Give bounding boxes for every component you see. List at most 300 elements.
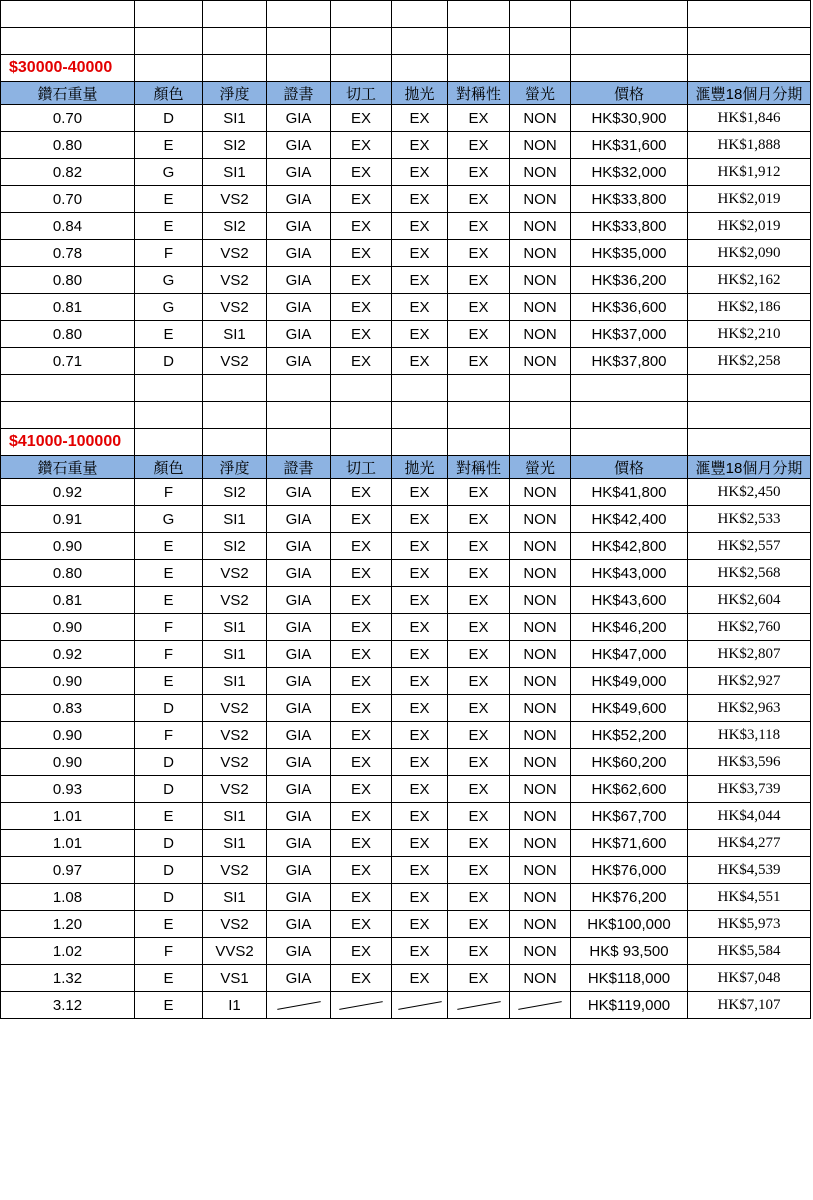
column-header[interactable]: 淨度 bbox=[203, 456, 267, 479]
table-cell[interactable]: EX bbox=[392, 965, 448, 992]
table-cell[interactable]: EX bbox=[392, 213, 448, 240]
table-cell[interactable]: NON bbox=[510, 965, 571, 992]
column-header[interactable]: 螢光 bbox=[510, 82, 571, 105]
table-cell[interactable]: SI1 bbox=[203, 803, 267, 830]
column-header[interactable]: 拋光 bbox=[392, 82, 448, 105]
cell[interactable] bbox=[571, 55, 688, 82]
table-cell[interactable]: HK$1,912 bbox=[688, 159, 811, 186]
table-cell[interactable]: HK$2,760 bbox=[688, 614, 811, 641]
table-cell[interactable]: VS2 bbox=[203, 587, 267, 614]
table-cell[interactable]: EX bbox=[392, 614, 448, 641]
table-cell[interactable]: EX bbox=[331, 857, 392, 884]
cell[interactable] bbox=[392, 402, 448, 429]
table-cell[interactable]: HK$41,800 bbox=[571, 479, 688, 506]
cell[interactable] bbox=[688, 429, 811, 456]
cell[interactable] bbox=[510, 429, 571, 456]
cell[interactable] bbox=[688, 375, 811, 402]
table-cell[interactable]: EX bbox=[331, 614, 392, 641]
column-header[interactable]: 對稱性 bbox=[448, 456, 510, 479]
cell[interactable] bbox=[688, 1, 811, 28]
cell[interactable] bbox=[267, 55, 331, 82]
table-cell[interactable]: 0.83 bbox=[1, 695, 135, 722]
table-cell[interactable]: F bbox=[135, 614, 203, 641]
cell[interactable] bbox=[510, 28, 571, 55]
cell[interactable] bbox=[510, 402, 571, 429]
table-cell[interactable]: NON bbox=[510, 722, 571, 749]
table-cell[interactable]: F bbox=[135, 722, 203, 749]
table-cell[interactable]: E bbox=[135, 668, 203, 695]
table-cell[interactable]: G bbox=[135, 506, 203, 533]
table-cell[interactable]: E bbox=[135, 321, 203, 348]
table-cell[interactable]: GIA bbox=[267, 965, 331, 992]
table-cell[interactable]: EX bbox=[392, 695, 448, 722]
table-cell[interactable]: HK$2,090 bbox=[688, 240, 811, 267]
table-cell[interactable]: GIA bbox=[267, 240, 331, 267]
section-title[interactable]: $30000-40000 bbox=[1, 55, 135, 82]
table-cell[interactable]: EX bbox=[448, 722, 510, 749]
table-cell[interactable]: 0.82 bbox=[1, 159, 135, 186]
table-cell[interactable]: SI1 bbox=[203, 159, 267, 186]
table-cell[interactable]: NON bbox=[510, 294, 571, 321]
table-cell[interactable]: EX bbox=[392, 803, 448, 830]
table-cell[interactable]: EX bbox=[448, 884, 510, 911]
table-cell[interactable]: HK$119,000 bbox=[571, 992, 688, 1019]
table-cell[interactable]: HK$30,900 bbox=[571, 105, 688, 132]
table-cell[interactable]: SI2 bbox=[203, 213, 267, 240]
table-cell[interactable]: HK$43,600 bbox=[571, 587, 688, 614]
table-cell[interactable]: 1.01 bbox=[1, 830, 135, 857]
table-cell[interactable]: HK$2,162 bbox=[688, 267, 811, 294]
table-cell[interactable]: GIA bbox=[267, 533, 331, 560]
table-cell[interactable] bbox=[448, 992, 510, 1019]
table-cell[interactable]: HK$37,000 bbox=[571, 321, 688, 348]
table-cell[interactable]: HK$3,118 bbox=[688, 722, 811, 749]
table-cell[interactable]: NON bbox=[510, 533, 571, 560]
table-cell[interactable]: GIA bbox=[267, 587, 331, 614]
table-cell[interactable]: EX bbox=[392, 722, 448, 749]
table-cell[interactable]: E bbox=[135, 213, 203, 240]
cell[interactable] bbox=[267, 429, 331, 456]
table-cell[interactable]: VS2 bbox=[203, 749, 267, 776]
table-cell[interactable]: VS2 bbox=[203, 240, 267, 267]
table-cell[interactable]: NON bbox=[510, 186, 571, 213]
table-cell[interactable]: EX bbox=[448, 105, 510, 132]
table-cell[interactable]: GIA bbox=[267, 722, 331, 749]
column-header[interactable]: 價格 bbox=[571, 82, 688, 105]
table-cell[interactable]: EX bbox=[331, 830, 392, 857]
cell[interactable] bbox=[331, 375, 392, 402]
cell[interactable] bbox=[331, 28, 392, 55]
table-cell[interactable]: EX bbox=[331, 533, 392, 560]
table-cell[interactable]: HK$4,539 bbox=[688, 857, 811, 884]
table-cell[interactable]: HK$67,700 bbox=[571, 803, 688, 830]
table-cell[interactable]: 0.80 bbox=[1, 560, 135, 587]
table-cell[interactable]: 1.32 bbox=[1, 965, 135, 992]
cell[interactable] bbox=[331, 429, 392, 456]
table-cell[interactable]: EX bbox=[331, 105, 392, 132]
table-cell[interactable]: NON bbox=[510, 560, 571, 587]
table-cell[interactable]: GIA bbox=[267, 749, 331, 776]
table-cell[interactable]: EX bbox=[392, 321, 448, 348]
table-cell[interactable]: 0.70 bbox=[1, 186, 135, 213]
table-cell[interactable]: HK$31,600 bbox=[571, 132, 688, 159]
table-cell[interactable]: SI1 bbox=[203, 105, 267, 132]
table-cell[interactable]: VS2 bbox=[203, 857, 267, 884]
table-cell[interactable]: EX bbox=[392, 857, 448, 884]
table-cell[interactable]: HK$2,963 bbox=[688, 695, 811, 722]
table-cell[interactable]: VS2 bbox=[203, 267, 267, 294]
column-header[interactable]: 價格 bbox=[571, 456, 688, 479]
table-cell[interactable]: HK$33,800 bbox=[571, 186, 688, 213]
table-cell[interactable]: EX bbox=[331, 911, 392, 938]
table-cell[interactable]: NON bbox=[510, 105, 571, 132]
table-cell[interactable]: 0.90 bbox=[1, 668, 135, 695]
table-cell[interactable]: EX bbox=[448, 348, 510, 375]
table-cell[interactable]: EX bbox=[448, 587, 510, 614]
table-cell[interactable]: EX bbox=[392, 884, 448, 911]
table-cell[interactable]: EX bbox=[448, 506, 510, 533]
table-cell[interactable]: EX bbox=[331, 560, 392, 587]
table-cell[interactable]: EX bbox=[331, 267, 392, 294]
cell[interactable] bbox=[1, 375, 135, 402]
table-cell[interactable]: F bbox=[135, 240, 203, 267]
table-cell[interactable]: EX bbox=[392, 641, 448, 668]
column-header[interactable]: 螢光 bbox=[510, 456, 571, 479]
cell[interactable] bbox=[135, 429, 203, 456]
table-cell[interactable]: EX bbox=[448, 213, 510, 240]
table-cell[interactable]: NON bbox=[510, 348, 571, 375]
cell[interactable] bbox=[392, 1, 448, 28]
table-cell[interactable]: EX bbox=[331, 884, 392, 911]
table-cell[interactable]: 0.81 bbox=[1, 294, 135, 321]
table-cell[interactable]: GIA bbox=[267, 186, 331, 213]
table-cell[interactable]: EX bbox=[448, 533, 510, 560]
cell[interactable] bbox=[571, 1, 688, 28]
table-cell[interactable]: E bbox=[135, 587, 203, 614]
cell[interactable] bbox=[135, 1, 203, 28]
table-cell[interactable]: NON bbox=[510, 479, 571, 506]
table-cell[interactable]: D bbox=[135, 348, 203, 375]
table-cell[interactable]: HK$2,450 bbox=[688, 479, 811, 506]
table-cell[interactable]: EX bbox=[448, 938, 510, 965]
table-cell[interactable]: GIA bbox=[267, 159, 331, 186]
cell[interactable] bbox=[448, 429, 510, 456]
column-header[interactable]: 切工 bbox=[331, 456, 392, 479]
cell[interactable] bbox=[688, 28, 811, 55]
table-cell[interactable]: HK$5,973 bbox=[688, 911, 811, 938]
table-cell[interactable]: E bbox=[135, 132, 203, 159]
table-cell[interactable]: EX bbox=[331, 479, 392, 506]
table-cell[interactable]: EX bbox=[331, 776, 392, 803]
table-cell[interactable]: EX bbox=[448, 240, 510, 267]
table-cell[interactable]: 3.12 bbox=[1, 992, 135, 1019]
cell[interactable] bbox=[203, 429, 267, 456]
table-cell[interactable]: 0.80 bbox=[1, 132, 135, 159]
column-header[interactable]: 滙豐18個月分期 bbox=[688, 82, 811, 105]
cell[interactable] bbox=[135, 28, 203, 55]
table-cell[interactable]: NON bbox=[510, 587, 571, 614]
table-cell[interactable]: HK$1,846 bbox=[688, 105, 811, 132]
table-cell[interactable]: EX bbox=[392, 668, 448, 695]
table-cell[interactable]: NON bbox=[510, 213, 571, 240]
table-cell[interactable]: GIA bbox=[267, 695, 331, 722]
cell[interactable] bbox=[448, 28, 510, 55]
table-cell[interactable]: HK$2,533 bbox=[688, 506, 811, 533]
table-cell[interactable]: GIA bbox=[267, 911, 331, 938]
table-cell[interactable]: HK$60,200 bbox=[571, 749, 688, 776]
table-cell[interactable]: HK$33,800 bbox=[571, 213, 688, 240]
table-cell[interactable]: HK$42,400 bbox=[571, 506, 688, 533]
table-cell[interactable]: NON bbox=[510, 132, 571, 159]
table-cell[interactable]: NON bbox=[510, 749, 571, 776]
cell[interactable] bbox=[1, 28, 135, 55]
table-cell[interactable]: EX bbox=[331, 348, 392, 375]
table-cell[interactable]: NON bbox=[510, 506, 571, 533]
table-cell[interactable]: EX bbox=[448, 911, 510, 938]
table-cell[interactable]: NON bbox=[510, 776, 571, 803]
table-cell[interactable]: SI2 bbox=[203, 132, 267, 159]
table-cell[interactable]: GIA bbox=[267, 641, 331, 668]
table-cell[interactable]: HK$47,000 bbox=[571, 641, 688, 668]
table-cell[interactable]: 0.78 bbox=[1, 240, 135, 267]
table-cell[interactable]: VVS2 bbox=[203, 938, 267, 965]
table-cell[interactable]: EX bbox=[392, 506, 448, 533]
table-cell[interactable]: HK$2,604 bbox=[688, 587, 811, 614]
table-cell[interactable]: NON bbox=[510, 884, 571, 911]
cell[interactable] bbox=[448, 55, 510, 82]
table-cell[interactable]: EX bbox=[448, 668, 510, 695]
table-cell[interactable]: NON bbox=[510, 240, 571, 267]
cell[interactable] bbox=[392, 429, 448, 456]
table-cell[interactable]: GIA bbox=[267, 506, 331, 533]
table-cell[interactable]: HK$2,186 bbox=[688, 294, 811, 321]
cell[interactable] bbox=[510, 1, 571, 28]
table-cell[interactable]: NON bbox=[510, 159, 571, 186]
table-cell[interactable]: E bbox=[135, 186, 203, 213]
table-cell[interactable]: 0.93 bbox=[1, 776, 135, 803]
table-cell[interactable]: GIA bbox=[267, 803, 331, 830]
column-header[interactable]: 鑽石重量 bbox=[1, 456, 135, 479]
cell[interactable] bbox=[448, 1, 510, 28]
table-cell[interactable] bbox=[392, 992, 448, 1019]
table-cell[interactable]: EX bbox=[331, 132, 392, 159]
table-cell[interactable]: VS2 bbox=[203, 294, 267, 321]
cell[interactable] bbox=[510, 55, 571, 82]
table-cell[interactable]: GIA bbox=[267, 884, 331, 911]
table-cell[interactable]: NON bbox=[510, 321, 571, 348]
table-cell[interactable]: VS2 bbox=[203, 186, 267, 213]
cell[interactable] bbox=[331, 55, 392, 82]
table-cell[interactable]: HK$36,600 bbox=[571, 294, 688, 321]
table-cell[interactable]: VS2 bbox=[203, 695, 267, 722]
table-cell[interactable]: HK$5,584 bbox=[688, 938, 811, 965]
table-cell[interactable]: HK$2,019 bbox=[688, 186, 811, 213]
table-cell[interactable]: VS2 bbox=[203, 722, 267, 749]
table-cell[interactable]: GIA bbox=[267, 105, 331, 132]
table-cell[interactable]: 0.80 bbox=[1, 321, 135, 348]
table-cell[interactable]: HK$76,200 bbox=[571, 884, 688, 911]
column-header[interactable]: 顏色 bbox=[135, 456, 203, 479]
table-cell[interactable]: HK$76,000 bbox=[571, 857, 688, 884]
table-cell[interactable]: GIA bbox=[267, 560, 331, 587]
table-cell[interactable]: EX bbox=[448, 830, 510, 857]
table-cell[interactable]: EX bbox=[392, 938, 448, 965]
table-cell[interactable]: EX bbox=[331, 668, 392, 695]
table-cell[interactable]: E bbox=[135, 560, 203, 587]
cell[interactable] bbox=[267, 28, 331, 55]
table-cell[interactable]: SI2 bbox=[203, 533, 267, 560]
table-cell[interactable]: SI1 bbox=[203, 830, 267, 857]
table-cell[interactable]: EX bbox=[448, 857, 510, 884]
cell[interactable] bbox=[267, 1, 331, 28]
table-cell[interactable]: NON bbox=[510, 614, 571, 641]
table-cell[interactable]: HK$2,568 bbox=[688, 560, 811, 587]
table-cell[interactable]: EX bbox=[331, 641, 392, 668]
table-cell[interactable]: SI1 bbox=[203, 884, 267, 911]
table-cell[interactable]: HK$49,000 bbox=[571, 668, 688, 695]
table-cell[interactable]: D bbox=[135, 830, 203, 857]
table-cell[interactable]: EX bbox=[331, 186, 392, 213]
cell[interactable] bbox=[135, 375, 203, 402]
table-cell[interactable]: EX bbox=[392, 830, 448, 857]
table-cell[interactable] bbox=[267, 992, 331, 1019]
section-title[interactable]: $41000-100000 bbox=[1, 429, 135, 456]
table-cell[interactable]: EX bbox=[392, 587, 448, 614]
column-header[interactable]: 切工 bbox=[331, 82, 392, 105]
table-cell[interactable]: HK$36,200 bbox=[571, 267, 688, 294]
table-cell[interactable]: SI1 bbox=[203, 614, 267, 641]
table-cell[interactable]: EX bbox=[448, 965, 510, 992]
table-cell[interactable]: HK$7,107 bbox=[688, 992, 811, 1019]
table-cell[interactable]: 0.71 bbox=[1, 348, 135, 375]
table-cell[interactable]: EX bbox=[392, 294, 448, 321]
table-cell[interactable]: EX bbox=[448, 776, 510, 803]
table-cell[interactable]: GIA bbox=[267, 348, 331, 375]
table-cell[interactable]: 1.20 bbox=[1, 911, 135, 938]
table-cell[interactable]: GIA bbox=[267, 614, 331, 641]
column-header[interactable]: 鑽石重量 bbox=[1, 82, 135, 105]
table-cell[interactable]: EX bbox=[331, 240, 392, 267]
table-cell[interactable]: HK$4,551 bbox=[688, 884, 811, 911]
column-header[interactable]: 顏色 bbox=[135, 82, 203, 105]
cell[interactable] bbox=[1, 402, 135, 429]
table-cell[interactable]: HK$2,019 bbox=[688, 213, 811, 240]
cell[interactable] bbox=[267, 375, 331, 402]
table-cell[interactable]: NON bbox=[510, 267, 571, 294]
table-cell[interactable]: EX bbox=[331, 321, 392, 348]
column-header[interactable]: 拋光 bbox=[392, 456, 448, 479]
table-cell[interactable]: D bbox=[135, 776, 203, 803]
table-cell[interactable]: F bbox=[135, 479, 203, 506]
table-cell[interactable]: HK$2,557 bbox=[688, 533, 811, 560]
table-cell[interactable]: GIA bbox=[267, 321, 331, 348]
cell[interactable] bbox=[688, 402, 811, 429]
table-cell[interactable]: HK$71,600 bbox=[571, 830, 688, 857]
table-cell[interactable]: EX bbox=[392, 911, 448, 938]
table-cell[interactable]: GIA bbox=[267, 938, 331, 965]
table-cell[interactable]: HK$37,800 bbox=[571, 348, 688, 375]
table-cell[interactable]: HK$1,888 bbox=[688, 132, 811, 159]
table-cell[interactable]: D bbox=[135, 857, 203, 884]
cell[interactable] bbox=[571, 402, 688, 429]
table-cell[interactable]: 0.90 bbox=[1, 614, 135, 641]
table-cell[interactable]: EX bbox=[448, 614, 510, 641]
table-cell[interactable]: NON bbox=[510, 641, 571, 668]
table-cell[interactable]: VS2 bbox=[203, 560, 267, 587]
table-cell[interactable]: EX bbox=[448, 560, 510, 587]
table-cell[interactable]: HK$35,000 bbox=[571, 240, 688, 267]
table-cell[interactable]: D bbox=[135, 749, 203, 776]
cell[interactable] bbox=[135, 402, 203, 429]
table-cell[interactable]: 0.90 bbox=[1, 722, 135, 749]
table-cell[interactable]: HK$118,000 bbox=[571, 965, 688, 992]
table-cell[interactable]: EX bbox=[331, 506, 392, 533]
table-cell[interactable]: EX bbox=[392, 749, 448, 776]
table-cell[interactable]: 0.92 bbox=[1, 641, 135, 668]
table-cell[interactable]: 1.08 bbox=[1, 884, 135, 911]
cell[interactable] bbox=[1, 1, 135, 28]
column-header[interactable]: 證書 bbox=[267, 456, 331, 479]
table-cell[interactable]: EX bbox=[392, 240, 448, 267]
table-cell[interactable]: EX bbox=[331, 749, 392, 776]
cell[interactable] bbox=[571, 375, 688, 402]
table-cell[interactable]: D bbox=[135, 105, 203, 132]
table-cell[interactable]: 0.92 bbox=[1, 479, 135, 506]
table-cell[interactable]: GIA bbox=[267, 668, 331, 695]
table-cell[interactable]: NON bbox=[510, 668, 571, 695]
table-cell[interactable]: SI1 bbox=[203, 668, 267, 695]
table-cell[interactable] bbox=[331, 992, 392, 1019]
cell[interactable] bbox=[135, 55, 203, 82]
table-cell[interactable]: GIA bbox=[267, 213, 331, 240]
table-cell[interactable]: GIA bbox=[267, 267, 331, 294]
table-cell[interactable]: EX bbox=[448, 641, 510, 668]
table-cell[interactable]: EX bbox=[331, 587, 392, 614]
table-cell[interactable]: NON bbox=[510, 857, 571, 884]
table-cell[interactable]: F bbox=[135, 641, 203, 668]
table-cell[interactable]: G bbox=[135, 159, 203, 186]
table-cell[interactable]: EX bbox=[392, 533, 448, 560]
table-cell[interactable]: GIA bbox=[267, 479, 331, 506]
table-cell[interactable]: EX bbox=[448, 294, 510, 321]
table-cell[interactable]: NON bbox=[510, 911, 571, 938]
table-cell[interactable]: HK$2,258 bbox=[688, 348, 811, 375]
table-cell[interactable]: 0.97 bbox=[1, 857, 135, 884]
table-cell[interactable]: SI1 bbox=[203, 321, 267, 348]
table-cell[interactable]: EX bbox=[448, 803, 510, 830]
cell[interactable] bbox=[571, 28, 688, 55]
table-cell[interactable]: I1 bbox=[203, 992, 267, 1019]
table-cell[interactable]: 0.90 bbox=[1, 533, 135, 560]
table-cell[interactable]: G bbox=[135, 294, 203, 321]
table-cell[interactable]: EX bbox=[331, 722, 392, 749]
table-cell[interactable]: 1.02 bbox=[1, 938, 135, 965]
table-cell[interactable]: E bbox=[135, 992, 203, 1019]
table-cell[interactable]: EX bbox=[448, 267, 510, 294]
cell[interactable] bbox=[448, 402, 510, 429]
table-cell[interactable]: HK$46,200 bbox=[571, 614, 688, 641]
table-cell[interactable]: SI2 bbox=[203, 479, 267, 506]
table-cell[interactable]: EX bbox=[448, 321, 510, 348]
table-cell[interactable]: EX bbox=[448, 749, 510, 776]
table-cell[interactable]: HK$7,048 bbox=[688, 965, 811, 992]
table-cell[interactable]: E bbox=[135, 965, 203, 992]
cell[interactable] bbox=[448, 375, 510, 402]
table-cell[interactable]: E bbox=[135, 803, 203, 830]
table-cell[interactable]: HK$4,277 bbox=[688, 830, 811, 857]
table-cell[interactable]: EX bbox=[448, 159, 510, 186]
cell[interactable] bbox=[203, 402, 267, 429]
